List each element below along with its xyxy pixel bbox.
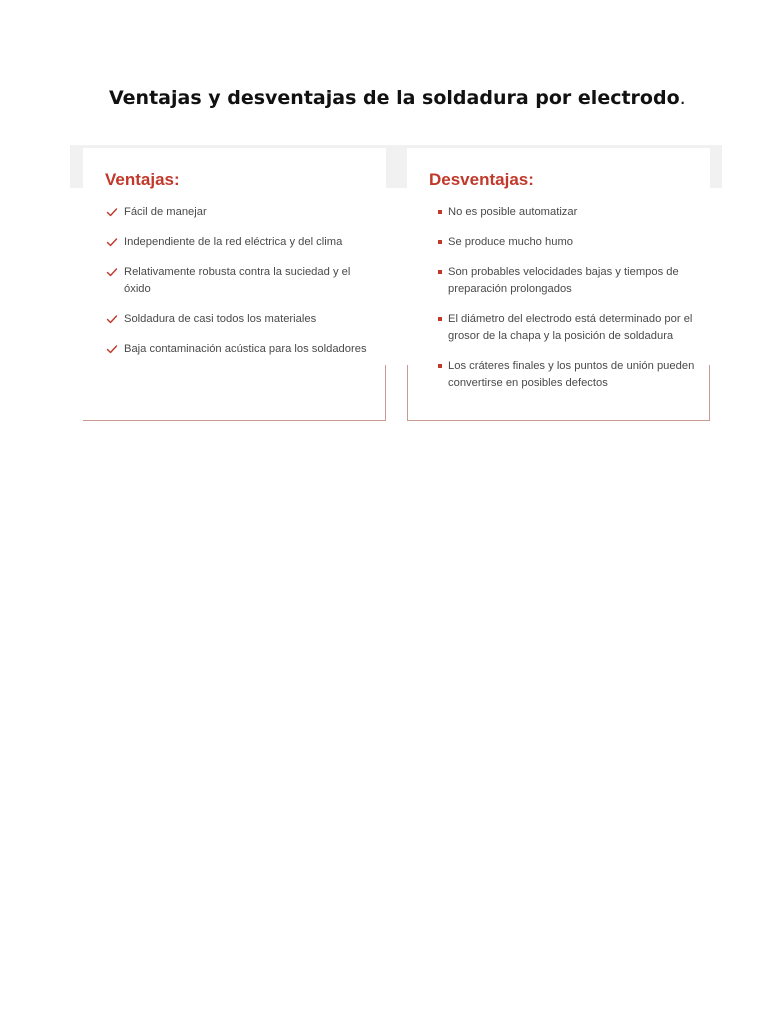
list-item-text: El diámetro del electrodo está determinado por el grosor de la chapa y la posición de soldadura (448, 313, 693, 342)
list-item (105, 311, 372, 328)
card-border-bottom (407, 420, 710, 421)
check-icon (106, 236, 118, 248)
check-icon (106, 343, 118, 355)
list-item (105, 204, 372, 221)
check-icon (106, 266, 118, 278)
list-item-text: No es posible automatizar (448, 206, 578, 218)
list-item (429, 264, 696, 298)
list-item (105, 341, 372, 358)
list-item-text: Relativamente robusta contra la suciedad y el óxido (124, 266, 351, 295)
advantages-card (83, 148, 386, 421)
check-icon (106, 206, 118, 218)
list-item (429, 204, 696, 221)
list-item (429, 311, 696, 345)
card-border-right (385, 365, 386, 421)
square-bullet-icon (438, 364, 442, 368)
document-title-text: Ventajas y desventajas de la soldadura por electrodo (109, 87, 680, 109)
list-item-text: Baja contaminación acústica para los soldadores (124, 343, 367, 355)
card-border-right (709, 365, 710, 421)
square-bullet-icon (438, 240, 442, 244)
square-bullet-icon (438, 317, 442, 321)
list-item-text: Los cráteres finales y los puntos de unión pueden convertirse en posibles defectos (448, 360, 695, 389)
disadvantages-heading: Desventajas: (429, 170, 534, 189)
advantages-heading: Ventajas: (105, 170, 180, 189)
list-item-text: Se produce mucho humo (448, 236, 574, 248)
card-border-bottom (83, 420, 386, 421)
list-item (105, 234, 372, 251)
list-item (105, 264, 372, 298)
list-item (429, 234, 696, 251)
disadvantages-list (429, 204, 696, 405)
square-bullet-icon (438, 270, 442, 274)
square-bullet-icon (438, 210, 442, 214)
disadvantages-card (407, 148, 710, 421)
list-item (429, 358, 696, 392)
card-border-left (407, 365, 408, 421)
list-item-text: Fácil de manejar (124, 206, 207, 218)
list-item-text: Soldadura de casi todos los materiales (124, 313, 317, 325)
list-item-text: Son probables velocidades bajas y tiempos de preparación prolongados (448, 266, 679, 295)
advantages-list (105, 204, 372, 371)
list-item-text: Independiente de la red eléctrica y del clima (124, 236, 343, 248)
document-title-period: . (679, 87, 686, 109)
check-icon (106, 313, 118, 325)
document-title (109, 87, 686, 109)
